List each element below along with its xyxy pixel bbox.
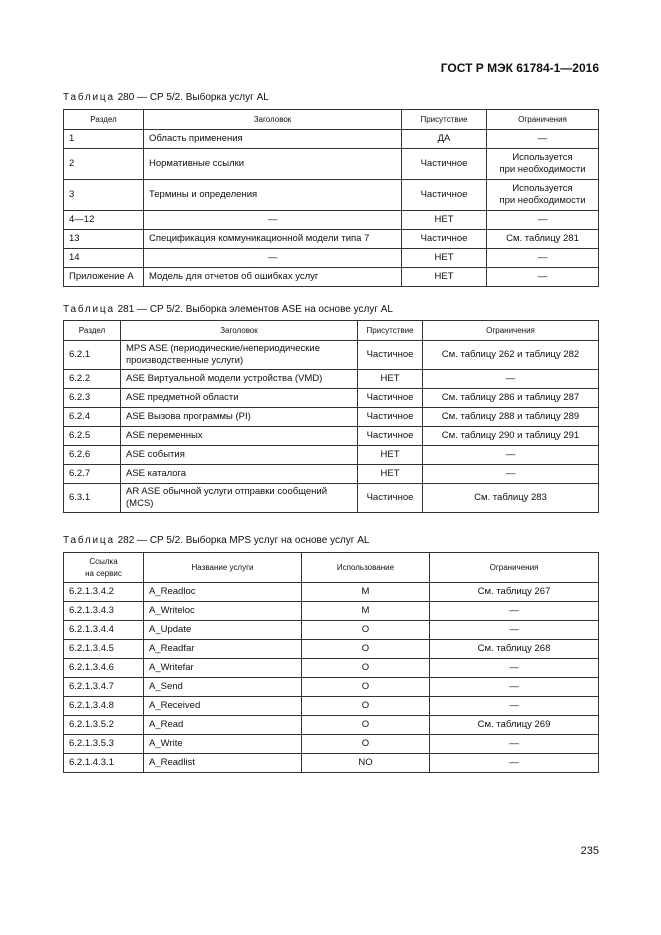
table-header-row	[64, 321, 599, 341]
table-282	[63, 552, 599, 773]
table-cell: Используется при необходимости	[487, 180, 599, 211]
table-cell: —	[144, 211, 402, 230]
table-cell: ДА	[402, 130, 487, 149]
table-cell: Частичное	[358, 341, 423, 370]
table-cell: ASE Виртуальной модели устройства (VMD)	[121, 370, 358, 389]
table-row	[64, 621, 599, 640]
table-cell: MPS ASE (периодические/непериодические производственные услуги)	[121, 341, 358, 370]
table-cell: ASE события	[121, 446, 358, 465]
table-cell: См. таблицу 286 и таблицу 287	[423, 389, 599, 408]
table-row	[64, 389, 599, 408]
table-cell: A_Readlist	[144, 754, 302, 773]
table-cell: Частичное	[402, 149, 487, 180]
caption-text: 280 — CP 5/2. Выборка услуг AL	[114, 92, 269, 103]
table-row	[64, 678, 599, 697]
table-cell: —	[487, 211, 599, 230]
table-cell: 6.2.1.3.4.8	[64, 697, 144, 716]
table-cell: 6.2.1.3.4.6	[64, 659, 144, 678]
table-cell: См. таблицу 283	[423, 484, 599, 513]
table-cell: A_Received	[144, 697, 302, 716]
table-row	[64, 180, 599, 211]
table-row	[64, 341, 599, 370]
table-cell: 6.2.6	[64, 446, 121, 465]
table-row	[64, 149, 599, 180]
table-cell: Частичное	[402, 180, 487, 211]
table-cell: O	[302, 697, 430, 716]
table-row	[64, 211, 599, 230]
table-row	[64, 230, 599, 249]
table-cell: ASE каталога	[121, 465, 358, 484]
table-cell: Нормативные ссылки	[144, 149, 402, 180]
table-row	[64, 408, 599, 427]
table-cell: —	[487, 268, 599, 287]
table-cell: Модель для отчетов об ошибках услуг	[144, 268, 402, 287]
table-cell: O	[302, 678, 430, 697]
table-cell: M	[302, 583, 430, 602]
table-cell: ASE переменных	[121, 427, 358, 446]
table-cell: —	[423, 370, 599, 389]
table-cell: A_Readloc	[144, 583, 302, 602]
column-header: Присутствие	[358, 321, 423, 341]
caption-text: 282 — CP 5/2. Выборка MPS услуг на основе услуг AL	[114, 535, 370, 546]
table-cell: Частичное	[358, 408, 423, 427]
table-cell: —	[144, 249, 402, 268]
column-header: Заголовок	[144, 110, 402, 130]
caption-word: Таблица	[63, 92, 115, 103]
table-cell: A_Update	[144, 621, 302, 640]
table-cell: O	[302, 716, 430, 735]
table-cell: НЕТ	[358, 370, 423, 389]
table-row	[64, 446, 599, 465]
table-cell: Приложение А	[64, 268, 144, 287]
table-cell: O	[302, 640, 430, 659]
table-cell: 6.3.1	[64, 484, 121, 513]
table-cell: 6.2.5	[64, 427, 121, 446]
table-cell: 13	[64, 230, 144, 249]
table-cell: A_Write	[144, 735, 302, 754]
table-row	[64, 465, 599, 484]
table-cell: 3	[64, 180, 144, 211]
page-number: 235	[580, 845, 599, 857]
table-cell: 6.2.7	[64, 465, 121, 484]
table-cell: —	[430, 697, 599, 716]
table-row	[64, 716, 599, 735]
column-header: Раздел	[64, 321, 121, 341]
table-cell: A_Writefar	[144, 659, 302, 678]
table-cell: НЕТ	[402, 211, 487, 230]
table-cell: НЕТ	[402, 268, 487, 287]
table-cell: —	[430, 735, 599, 754]
table-cell: См. таблицу 281	[487, 230, 599, 249]
table-cell: Спецификация коммуникационной модели типа 7	[144, 230, 402, 249]
table-cell: НЕТ	[402, 249, 487, 268]
column-header: Раздел	[64, 110, 144, 130]
table-cell: 2	[64, 149, 144, 180]
table-row	[64, 583, 599, 602]
table-cell: 14	[64, 249, 144, 268]
table-cell: NO	[302, 754, 430, 773]
table-header-row	[64, 553, 599, 583]
table-cell: Используется при необходимости	[487, 149, 599, 180]
column-header: Ограничения	[430, 553, 599, 583]
table-cell: A_Readfar	[144, 640, 302, 659]
table-cell: Частичное	[358, 427, 423, 446]
table-cell: O	[302, 735, 430, 754]
table-cell: —	[430, 621, 599, 640]
column-header: Ссылка на сервис	[64, 553, 144, 583]
table-281-caption	[63, 304, 393, 315]
table-cell: —	[430, 602, 599, 621]
table-cell: O	[302, 659, 430, 678]
table-cell: См. таблицу 262 и таблицу 282	[423, 341, 599, 370]
table-cell: ASE предметной области	[121, 389, 358, 408]
table-cell: См. таблицу 288 и таблицу 289	[423, 408, 599, 427]
caption-word: Таблица	[63, 304, 115, 315]
table-cell: 6.2.1.3.4.2	[64, 583, 144, 602]
column-header: Ограничения	[487, 110, 599, 130]
table-cell: 6.2.1	[64, 341, 121, 370]
table-cell: ASE Вызова программы (PI)	[121, 408, 358, 427]
table-header-row	[64, 110, 599, 130]
table-cell: O	[302, 621, 430, 640]
table-cell: Частичное	[358, 484, 423, 513]
table-cell: M	[302, 602, 430, 621]
table-cell: См. таблицу 269	[430, 716, 599, 735]
table-row	[64, 659, 599, 678]
table-cell: A_Read	[144, 716, 302, 735]
table-cell: 6.2.1.3.5.2	[64, 716, 144, 735]
table-282-caption	[63, 535, 369, 546]
table-cell: 6.2.4	[64, 408, 121, 427]
column-header: Присутствие	[402, 110, 487, 130]
table-cell: 6.2.1.3.4.5	[64, 640, 144, 659]
table-cell: НЕТ	[358, 465, 423, 484]
column-header: Ограничения	[423, 321, 599, 341]
table-row	[64, 370, 599, 389]
table-cell: 6.2.1.4.3.1	[64, 754, 144, 773]
table-cell: См. таблицу 290 и таблицу 291	[423, 427, 599, 446]
table-cell: A_Writeloc	[144, 602, 302, 621]
table-cell: Частичное	[402, 230, 487, 249]
table-cell: НЕТ	[358, 446, 423, 465]
caption-text: 281 — CP 5/2. Выборка элементов ASE на основе услуг AL	[114, 304, 393, 315]
standard-designation: ГОСТ Р МЭК 61784-1—2016	[440, 61, 599, 75]
table-row	[64, 735, 599, 754]
table-row	[64, 484, 599, 513]
table-row	[64, 602, 599, 621]
table-row	[64, 697, 599, 716]
table-cell: 6.2.1.3.4.3	[64, 602, 144, 621]
table-cell: 6.2.1.3.4.7	[64, 678, 144, 697]
table-row	[64, 427, 599, 446]
table-cell: Частичное	[358, 389, 423, 408]
table-row	[64, 249, 599, 268]
table-row	[64, 268, 599, 287]
column-header: Заголовок	[121, 321, 358, 341]
table-row	[64, 130, 599, 149]
table-cell: —	[430, 678, 599, 697]
column-header: Название услуги	[144, 553, 302, 583]
table-cell: 6.2.3	[64, 389, 121, 408]
table-cell: См. таблицу 268	[430, 640, 599, 659]
table-cell: —	[423, 446, 599, 465]
table-cell: Область применения	[144, 130, 402, 149]
table-cell: Термины и определения	[144, 180, 402, 211]
table-cell: —	[430, 754, 599, 773]
table-cell: —	[423, 465, 599, 484]
table-cell: AR ASE обычной услуги отправки сообщений (MCS)	[121, 484, 358, 513]
table-cell: 4—12	[64, 211, 144, 230]
table-cell: —	[487, 130, 599, 149]
table-row	[64, 754, 599, 773]
column-header: Использование	[302, 553, 430, 583]
table-280	[63, 109, 599, 287]
table-cell: 6.2.1.3.5.3	[64, 735, 144, 754]
table-row	[64, 640, 599, 659]
table-cell: См. таблицу 267	[430, 583, 599, 602]
table-cell: 6.2.2	[64, 370, 121, 389]
table-cell: 6.2.1.3.4.4	[64, 621, 144, 640]
table-cell: —	[487, 249, 599, 268]
table-cell: A_Send	[144, 678, 302, 697]
table-280-caption	[63, 92, 269, 103]
caption-word: Таблица	[63, 535, 115, 546]
table-cell: 1	[64, 130, 144, 149]
table-cell: —	[430, 659, 599, 678]
table-281	[63, 320, 599, 513]
